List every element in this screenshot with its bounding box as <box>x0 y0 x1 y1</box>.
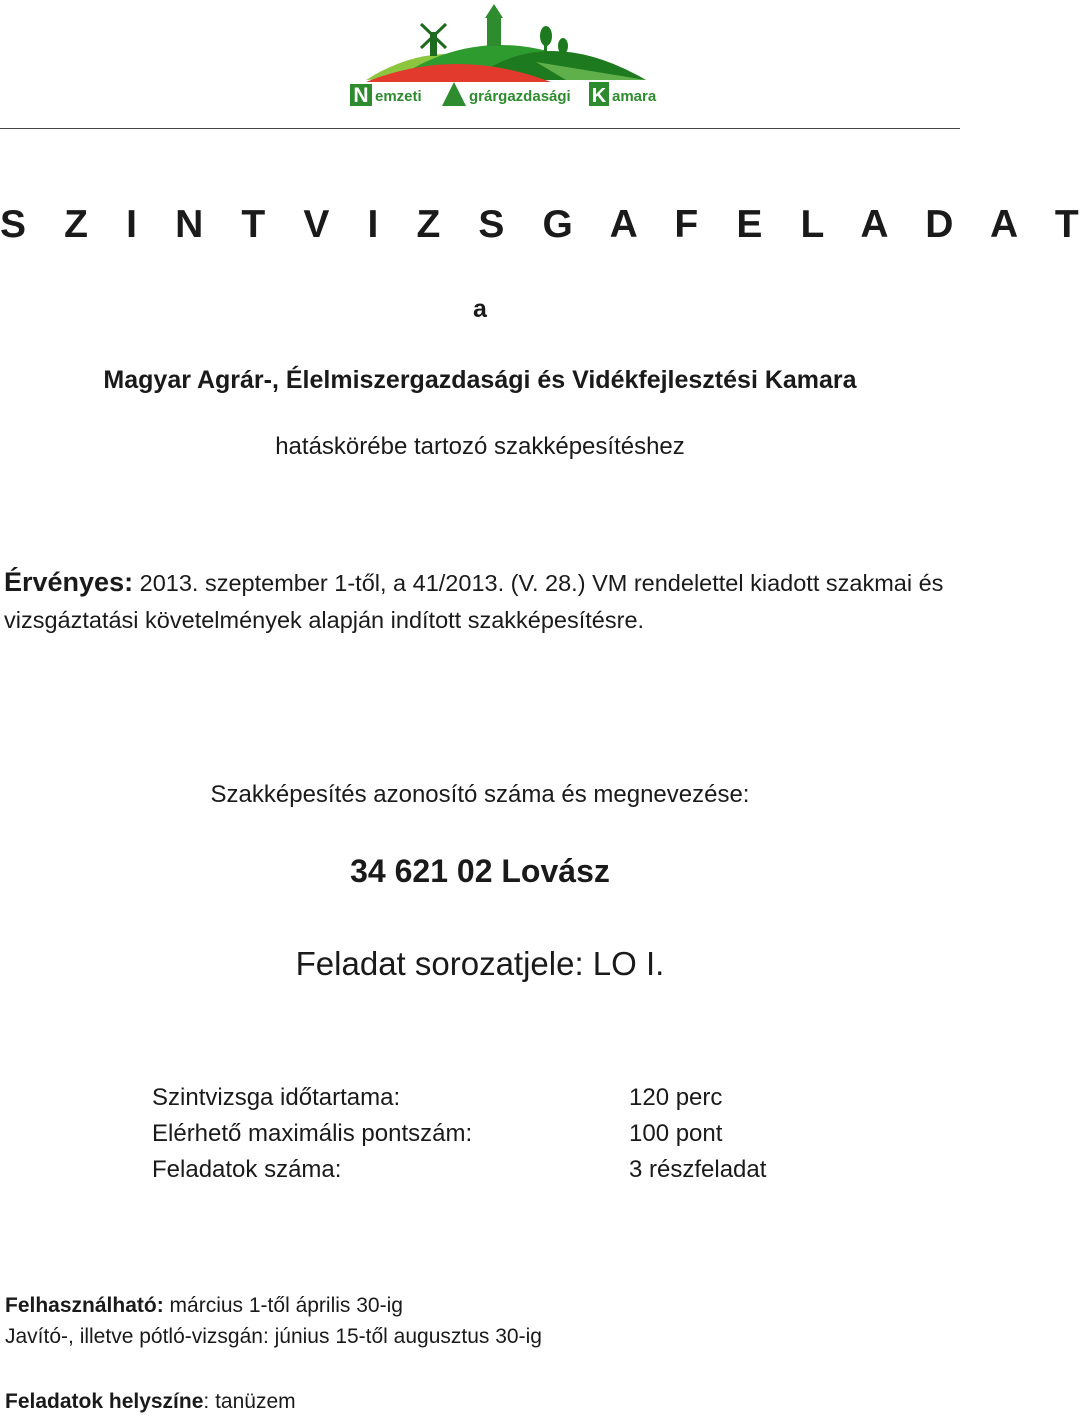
qualification-label: Szakképesítés azonosító száma és megnevezése: <box>210 781 750 808</box>
exam-duration-value: 120 perc <box>629 1084 723 1111</box>
scope-line: hatáskörébe tartozó szakképesítéshez <box>275 433 685 460</box>
chamber-name: Magyar Agrár-, Élelmiszergazdasági és Vidékfejlesztési Kamara <box>103 366 857 394</box>
document-title: S Z I N T V I Z S G A F E L A D A T <box>0 203 1092 246</box>
retake-period: Javító-, illetve pótló-vizsgán: június 15-től augusztus 30-ig <box>5 1325 542 1348</box>
chamber-logo <box>346 2 670 110</box>
usable-period <box>5 1294 403 1318</box>
logo-letter-n: N <box>353 84 369 107</box>
logo-letter-k: K <box>591 85 607 107</box>
location-label: Feladatok helyszíne <box>5 1390 204 1413</box>
usable-value: március 1-től április 30-ig <box>163 1294 403 1317</box>
usable-label: Felhasználható: <box>5 1294 164 1317</box>
task-count-label: Feladatok száma: <box>152 1156 342 1183</box>
header-divider <box>0 128 960 129</box>
validity-label: Érvényes: <box>4 567 134 597</box>
task-series: Feladat sorozatjele: LO I. <box>295 945 665 982</box>
task-count-value: 3 részfeladat <box>629 1156 767 1183</box>
task-location <box>5 1390 296 1414</box>
validity-paragraph <box>4 564 956 639</box>
qualification-name: 34 621 02 Lovász <box>350 853 610 889</box>
exam-duration-label: Szintvizsga időtartama: <box>152 1084 401 1111</box>
logo-letter-a: A <box>453 103 455 104</box>
logo-word-kamara: amara <box>612 88 657 105</box>
max-points-value: 100 pont <box>629 1120 723 1147</box>
logo-word-nemzeti: emzeti <box>375 88 422 105</box>
max-points-label: Elérhető maximális pontszám: <box>152 1120 473 1147</box>
logo-word-agrargazdasagi: grárgazdasági <box>469 88 571 105</box>
validity-text: 2013. szeptember 1-től, a 41/2013. (V. 28.) VM rendelettel kiadott szakmai és vizsgáztatási követelmények alapján indított szakképesítésre. <box>4 570 944 633</box>
location-value: : tanüzem <box>203 1390 296 1413</box>
title-article: a <box>473 295 487 323</box>
